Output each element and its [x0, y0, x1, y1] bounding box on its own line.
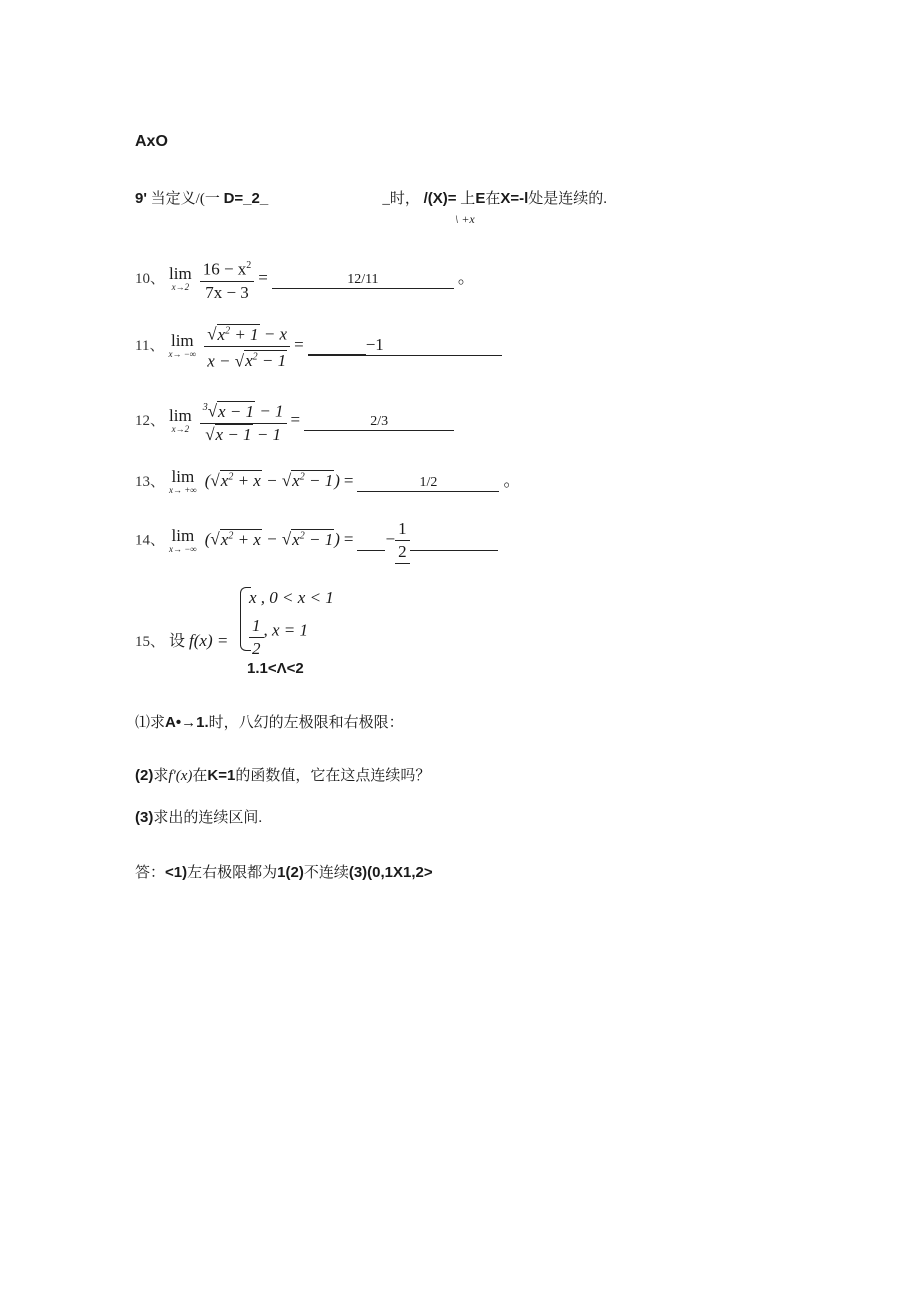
q14-number: 14、 — [135, 532, 166, 549]
question-9 — [135, 187, 607, 208]
q9-x: X=-l — [500, 190, 529, 207]
q15-answer: 答：<1)左右极限都为1(2)不连续(3)(0,1X1,2> — [135, 864, 433, 881]
q9-number: 9' — [135, 190, 147, 207]
q10-number: 10、 — [135, 271, 166, 287]
q13-number: 13、 — [135, 474, 166, 490]
q10-end: 。 — [457, 268, 475, 287]
question-13 — [135, 466, 520, 495]
q11-limit: lim x→ −∞ — [168, 331, 197, 360]
question-12 — [135, 397, 454, 446]
q15-lead: 设 — [169, 633, 186, 650]
q10-answer: 12/11 — [272, 272, 454, 289]
q14-equals: = — [343, 529, 354, 549]
q12-answer: 2/3 — [304, 414, 454, 431]
q13-end: 。 — [503, 471, 521, 490]
q11-equals: = — [294, 334, 304, 354]
q10-equals: = — [258, 268, 268, 287]
q9-text-b: _时， — [382, 191, 420, 207]
q14-answer-fraction: $\frac{1}{2}$ — [395, 518, 410, 564]
q14-expression: $(√x^2 + x - √x^2 - 1)$ — [204, 529, 340, 549]
question-14 — [135, 518, 498, 564]
q15-part-3: (3)求出的连续区间. — [135, 809, 263, 826]
question-11 — [135, 320, 502, 372]
q15-case-3: 1.1<Λ<2 — [247, 660, 304, 677]
q15-fx: f(x) = — [189, 631, 229, 650]
question-10 — [135, 255, 475, 304]
q13-equals: = — [343, 471, 354, 490]
q13-expression: $(√x^2 + x - √x^2 - 1)$ — [204, 471, 340, 490]
q11-number: 11、 — [135, 337, 165, 354]
q10-fraction: $\frac{16 - x^2}{7x - 3}$ — [200, 255, 255, 304]
q15-number: 15、 — [135, 634, 166, 650]
q14-answer-sign: − — [385, 529, 396, 549]
q9-text-c: 上 — [460, 191, 476, 207]
q9-blank: D=_2_ — [223, 190, 269, 207]
q15-part-2: (2)求f'(x)在K=1的函数值，它在这点连续吗？ — [135, 767, 431, 784]
q12-equals: = — [290, 410, 301, 429]
q13-limit: lim x→ +∞ — [169, 467, 197, 496]
q12-fraction: $\frac{^3√x - 1 - 1}{√x - 1 - 1}$ — [200, 397, 287, 446]
q11-answer-line — [308, 336, 502, 356]
q15-case-1: x , 0 < x < 1 — [249, 588, 334, 607]
question-15 — [135, 628, 228, 651]
q10-limit: lim x→2 — [169, 264, 192, 293]
q9-text-e: 处是连续的. — [528, 191, 608, 207]
page-title: AxO — [135, 133, 168, 150]
q13-answer: 1/2 — [357, 475, 499, 492]
q11-fraction: $\frac{√x^2 + 1 - x}{x - √x^2 - 1}$ — [204, 320, 290, 372]
q15-part-1: ⑴求A•→1.时，八幻的左极限和右极限： — [135, 714, 404, 731]
q9-subscript: \ +x — [455, 212, 475, 226]
q9-text-d: 在 — [485, 191, 501, 207]
q14-limit: lim x→ −∞ — [169, 526, 197, 554]
q12-number: 12、 — [135, 413, 166, 429]
q11-answer: −1 — [365, 334, 384, 354]
q9-fx: /(X)= — [423, 190, 457, 207]
q12-limit: lim x→2 — [169, 406, 192, 435]
q9-text-a: 当定义/(一 — [150, 191, 220, 207]
q15-case-2: $\frac{1}{2}$ , x = 1 — [249, 615, 308, 648]
q9-e: E — [475, 190, 486, 207]
